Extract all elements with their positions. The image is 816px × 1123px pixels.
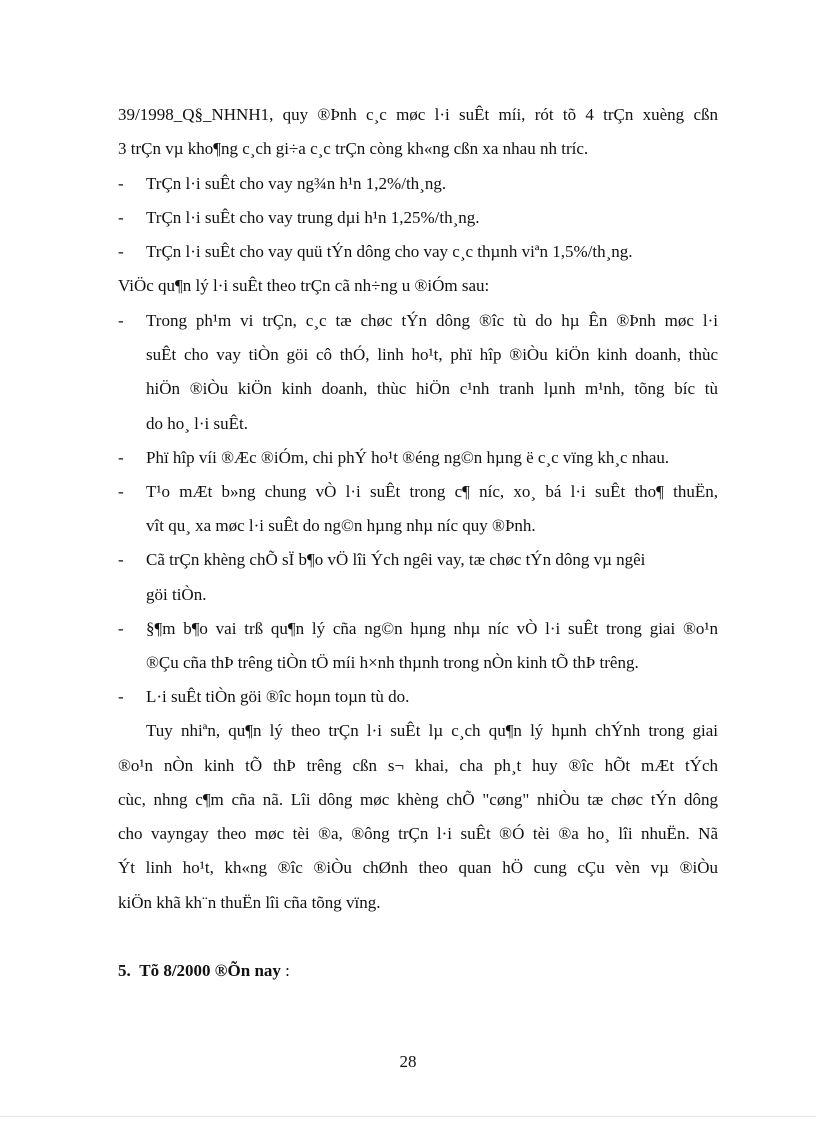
advantage-5-line-1: §¶m b¶o vai trß qu¶n lý cña ng©n hµng nhµ níc vÒ l·i suÊt trong giai ®o¹n <box>146 619 718 638</box>
intro-line-1: 39/1998_Q§_NHNH1, quy ®Þnh c¸c møc l·i suÊt míi, rót tõ 4 trÇn xuèng cßn <box>118 105 718 124</box>
conclusion-line-3: cùc, nhng c¶m cña nã. Lîi dông møc khèng chÕ "cøng" nhiÒu tæ chøc tÝn dông <box>118 790 718 809</box>
section-heading-suffix: : <box>280 961 290 980</box>
bullet-dash: - <box>118 208 124 227</box>
ceiling-bullet-2: TrÇn l·i suÊt cho vay trung dµi h¹n 1,25%/th¸ng. <box>146 208 480 227</box>
advantage-1-line-1: Trong ph¹m vi trÇn, c¸c tæ chøc tÝn dông ®îc tù do hµ Ên ®Þnh møc l·i <box>146 311 718 330</box>
section-title: Tõ 8/2000 ®Õn nay <box>139 961 281 980</box>
conclusion-line-6: kiÖn khã kh¨n thuËn lîi cña tõng vïng. <box>118 893 381 912</box>
advantage-4-line-1: Cã trÇn khèng chÕ sÏ b¶o vÖ lîi Ých ngêi vay, tæ chøc tÝn dông vµ ngêi <box>146 550 646 569</box>
advantage-4-line-2: göi tiÒn. <box>146 585 207 604</box>
conclusion-line-5: Ýt linh ho¹t, kh«ng ®îc ®iÒu chØnh theo quan hÖ cung cÇu vèn vµ ®iÒu <box>118 858 718 877</box>
page-bottom-edge <box>0 1116 816 1117</box>
advantage-3-line-2: vît qu¸ xa møc l·i suÊt do ng©n hµng nhµ níc quy ®Þnh. <box>146 516 536 535</box>
advantage-5-line-2: ®Çu cña thÞ trêng tiÒn tÖ míi h×nh thµnh trong nÒn kinh tÕ thÞ trêng. <box>146 653 639 672</box>
ceiling-bullet-3: TrÇn l·i suÊt cho vay quü tÝn dông cho vay c¸c thµnh viªn 1,5%/th¸ng. <box>146 242 633 261</box>
bullet-dash: - <box>118 311 124 330</box>
advantage-3-line-1: T¹o mÆt b»ng chung vÒ l·i suÊt trong c¶ níc, xo¸ bá l·i suÊt tho¶ thuËn, <box>146 482 718 501</box>
bullet-dash: - <box>118 619 124 638</box>
lead-sentence: ViÖc qu¶n lý l·i suÊt theo trÇn cã nh÷ng u ®iÓm sau: <box>118 276 490 295</box>
bullet-dash: - <box>118 687 124 706</box>
bullet-dash: - <box>118 448 124 467</box>
conclusion-line-2: ®o¹n nÒn kinh tÕ thÞ trêng cßn s¬ khai, cha ph¸t huy ®îc hÕt mÆt tÝch <box>118 756 718 775</box>
advantage-1-line-4: do ho¸ l·i suÊt. <box>146 414 248 433</box>
page-number: 28 <box>399 1052 417 1071</box>
advantage-6-line-1: L·i suÊt tiÒn göi ®îc hoµn toµn tù do. <box>146 687 410 706</box>
bullet-dash: - <box>118 482 124 501</box>
bullet-dash: - <box>118 174 124 193</box>
bullet-dash: - <box>118 242 124 261</box>
section-heading <box>118 960 718 982</box>
ceiling-bullet-1: TrÇn l·i suÊt cho vay ng¾n h¹n 1,2%/th¸ng. <box>146 174 447 193</box>
conclusion-line-1: Tuy nhiªn, qu¶n lý theo trÇn l·i suÊt lµ c¸ch qu¶n lý hµnh chÝnh trong giai <box>146 721 718 740</box>
section-number: 5. <box>118 961 131 980</box>
conclusion-line-4: cho vayngay theo møc tèi ®a, ®ông trÇn l·i suÊt ®Ó tèi ®a ho¸ lîi nhuËn. Nã <box>118 824 718 843</box>
intro-line-2: 3 trÇn vµ kho¶ng c¸ch gi÷a c¸c trÇn còng kh«ng cßn xa nhau nh tríc. <box>118 139 589 158</box>
advantage-1-line-3: hiÖn ®iÒu kiÖn kinh doanh, thùc hiÖn c¹nh tranh lµnh m¹nh, tõng bíc tù <box>146 379 718 398</box>
bullet-dash: - <box>118 550 124 569</box>
advantage-1-line-2: suÊt cho vay tiÒn göi cô thÓ, linh ho¹t, phï hîp ®iÒu kiÖn kinh doanh, thùc <box>146 345 718 364</box>
advantage-2-line-1: Phï hîp víi ®Æc ®iÓm, chi phÝ ho¹t ®éng ng©n hµng ë c¸c vïng kh¸c nhau. <box>146 448 670 467</box>
